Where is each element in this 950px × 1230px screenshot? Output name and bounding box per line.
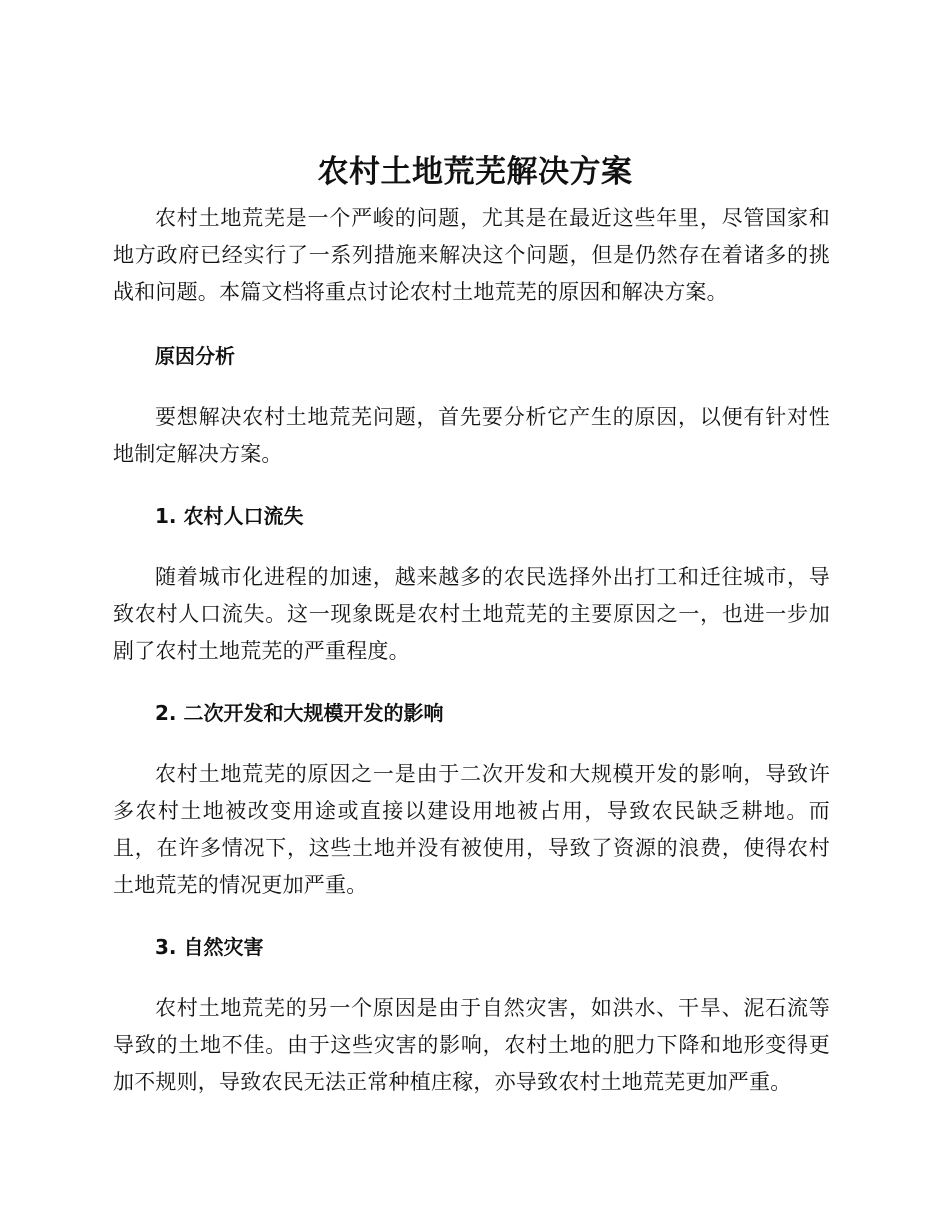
intro-paragraph: 农村土地荒芜是一个严峻的问题，尤其是在最近这些年里，尽管国家和地方政府已经实行了一系列措施来解决这个问题，但是仍然存在着诸多的挑战和问题。本篇文档将重点讨论农村土地荒芜的原因和解决方案。 xyxy=(113,206,830,304)
document-title: 农村土地荒芜解决方案 xyxy=(317,154,633,190)
item-1-paragraph: 随着城市化进程的加速，越来越多的农民选择外出打工和迁往城市，导致农村人口流失。这一现象既是农村土地荒芜的主要原因之一，也进一步加剧了农村土地荒芜的严重程度。 xyxy=(113,565,830,663)
section-intro-paragraph: 要想解决农村土地荒芜问题，首先要分析它产生的原因，以便有针对性地制定解决方案。 xyxy=(113,405,830,466)
item-3-paragraph: 农村土地荒芜的另一个原因是由于自然灾害，如洪水、干旱、泥石流等导致的土地不佳。由于这些灾害的影响，农村土地的肥力下降和地形变得更加不规则，导致农民无法正常种植庄稼，亦导致农村土地荒芜更加严重。 xyxy=(113,996,830,1094)
item-2-heading: 2. 二次开发和大规模开发的影响 xyxy=(155,701,444,725)
document-body xyxy=(113,200,830,1101)
item-2-paragraph: 农村土地荒芜的原因之一是由于二次开发和大规模开发的影响，导致许多农村土地被改变用途或直接以建设用地被占用，导致农民缺乏耕地。而且，在许多情况下，这些土地并没有被使用，导致了资源的浪费，使得农村土地荒芜的情况更加严重。 xyxy=(113,762,830,897)
item-1-heading: 1. 农村人口流失 xyxy=(155,504,304,528)
item-3-heading: 3. 自然灾害 xyxy=(155,935,264,959)
section-heading: 原因分析 xyxy=(155,344,235,368)
